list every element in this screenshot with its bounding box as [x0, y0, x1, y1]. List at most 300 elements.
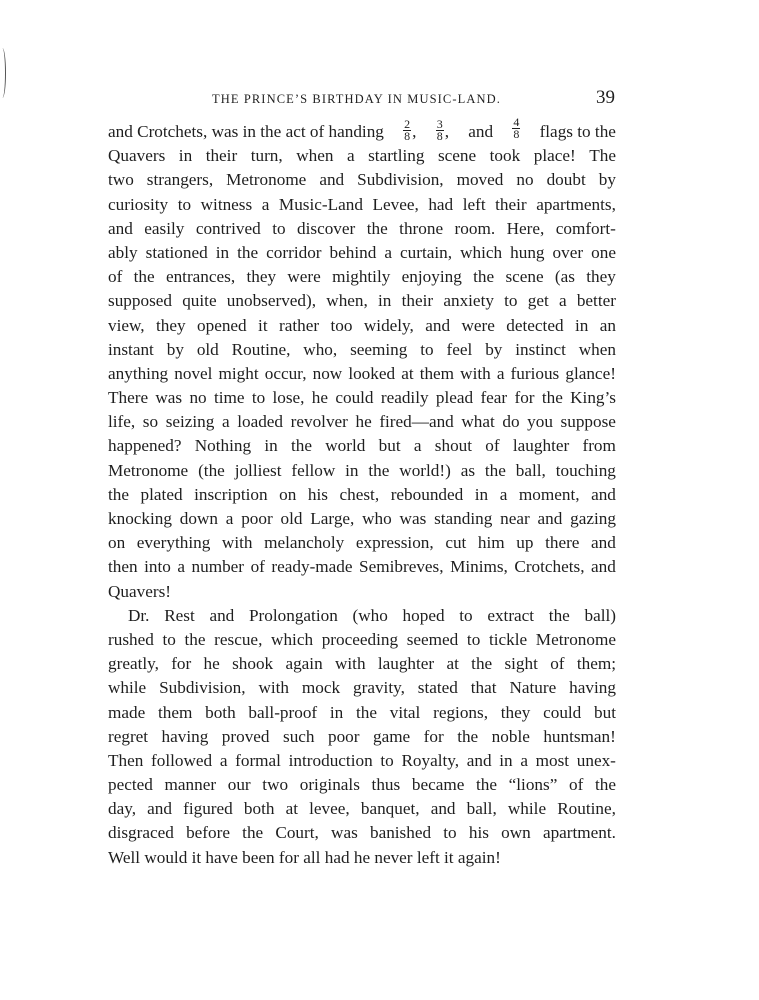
word: for	[171, 654, 192, 674]
word: having	[569, 678, 616, 698]
word: Nothing	[194, 436, 252, 456]
word: having	[161, 726, 209, 746]
word: standing	[434, 509, 493, 528]
word: banquet,	[360, 799, 420, 819]
word: mightily	[332, 267, 391, 287]
word: could	[543, 702, 582, 722]
word: and	[591, 533, 616, 553]
word: Semibreves,	[359, 557, 444, 577]
word: them	[157, 702, 193, 722]
word: knocking	[108, 509, 172, 528]
word: sight	[504, 654, 538, 674]
word: but	[594, 702, 616, 722]
word: the	[484, 460, 506, 480]
word: touching	[555, 460, 616, 480]
word: with	[334, 654, 366, 674]
word: huntsman!	[543, 726, 616, 746]
word: down	[179, 509, 218, 528]
word: Metronome	[535, 629, 616, 649]
line-text: Well would it have been for all had he never left it again!	[108, 847, 501, 867]
text-line	[108, 314, 616, 338]
word: doubt	[546, 170, 586, 190]
word: they	[586, 267, 616, 287]
word: and	[591, 484, 616, 504]
text-line	[108, 459, 616, 483]
word: of	[485, 436, 500, 456]
word: when	[578, 339, 616, 359]
word: novel	[174, 363, 213, 383]
text-line	[108, 241, 616, 265]
word: quite	[182, 291, 217, 311]
word: Subdivision,	[357, 170, 444, 190]
word: a	[496, 363, 505, 383]
word: detected	[506, 315, 564, 335]
word: too	[330, 315, 353, 335]
word: readily	[380, 388, 429, 408]
word: for	[423, 726, 444, 746]
word: might	[218, 363, 259, 383]
word: inscription	[194, 484, 268, 504]
word: Routine,	[557, 799, 616, 819]
text-line	[108, 483, 616, 507]
word: (who	[352, 605, 388, 625]
word: Then	[108, 750, 144, 770]
word: had	[428, 194, 454, 214]
word: a	[384, 242, 392, 262]
word: Court,	[275, 823, 319, 843]
word: Nature	[509, 678, 557, 698]
word: formal	[235, 750, 281, 770]
text-line-last	[108, 846, 616, 870]
word: instinct	[515, 339, 566, 359]
word: by	[166, 339, 184, 359]
text-line	[108, 265, 616, 289]
word: contrived	[195, 218, 261, 238]
word: Dr.	[128, 605, 150, 625]
word: opened	[197, 315, 247, 335]
word: and	[466, 750, 492, 770]
word: the	[242, 823, 264, 843]
fraction-numerator: 2	[404, 117, 411, 132]
body-text	[108, 115, 616, 870]
word: Crotchets,	[514, 557, 585, 577]
word: strangers,	[146, 170, 214, 190]
word: as	[460, 460, 476, 480]
word: was	[331, 823, 358, 843]
fraction-numerator: 4	[513, 115, 520, 129]
word: world	[325, 436, 366, 456]
word: curiosity	[108, 194, 169, 214]
word: jolliest	[234, 460, 282, 480]
word: the	[548, 605, 570, 625]
word: to	[420, 339, 434, 359]
word: place!	[533, 146, 576, 166]
word: pected	[108, 775, 153, 795]
word: ably	[108, 242, 138, 262]
word: plead	[435, 388, 474, 408]
word: one	[591, 242, 616, 262]
word: throne	[399, 218, 444, 238]
word: the	[594, 775, 616, 795]
word: stated	[417, 678, 458, 698]
word: our	[227, 775, 251, 795]
word: King’s	[570, 388, 616, 408]
line-segment: and Crotchets, was in the act of handing	[108, 122, 384, 141]
word: chest,	[339, 484, 380, 504]
word: that	[470, 678, 497, 698]
word: shout	[434, 436, 473, 456]
word: Metronome	[226, 170, 307, 190]
word: Levee,	[372, 194, 419, 214]
word: view,	[108, 315, 145, 335]
word: Royalty,	[401, 750, 460, 770]
word: were	[287, 267, 321, 287]
word: made	[108, 702, 146, 722]
word: and	[209, 605, 235, 625]
word: no	[516, 170, 534, 190]
paragraph-1	[108, 115, 616, 604]
running-title: THE PRINCE’S BIRTHDAY IN MUSIC-LAND.	[212, 92, 501, 106]
word: rather	[279, 315, 320, 335]
word: a	[413, 436, 422, 456]
word: in	[474, 484, 489, 504]
word: ready-made	[271, 557, 353, 577]
word: fired—and	[379, 412, 454, 432]
word: while	[108, 678, 147, 698]
word: the	[471, 654, 493, 674]
word: in	[329, 702, 344, 722]
word: became	[411, 775, 465, 795]
word: laughter	[377, 654, 435, 674]
text-line	[108, 604, 616, 628]
word: and	[425, 315, 451, 335]
word: with	[221, 533, 253, 553]
word: get	[527, 291, 549, 311]
text-line	[108, 628, 616, 652]
word: tickle	[488, 629, 528, 649]
word: took	[489, 146, 521, 166]
word: to	[443, 823, 457, 843]
word: fellow	[291, 460, 336, 480]
word: in	[215, 242, 230, 262]
word: hoped	[402, 605, 445, 625]
word: a	[225, 509, 234, 528]
word: noble	[491, 726, 530, 746]
word: plated	[140, 484, 183, 504]
word: left	[462, 194, 486, 214]
word: while	[507, 799, 547, 819]
word: a	[177, 557, 186, 577]
word: of	[550, 654, 565, 674]
word: “lions”	[508, 775, 558, 795]
word: what	[461, 412, 495, 432]
word: laughter	[512, 436, 570, 456]
text-line	[108, 362, 616, 386]
word: of	[569, 775, 584, 795]
word: when,	[326, 291, 368, 311]
word: enjoying	[401, 267, 462, 287]
word: better	[576, 291, 616, 311]
word: the	[108, 484, 129, 504]
word: over	[552, 242, 584, 262]
word: the	[291, 436, 312, 456]
word: he	[203, 654, 220, 674]
word: introduction	[288, 750, 373, 770]
word: easily	[144, 218, 185, 238]
word: such	[283, 726, 315, 746]
word: of	[250, 557, 265, 577]
text-line	[108, 652, 616, 676]
text-line	[108, 531, 616, 555]
word: were	[461, 315, 495, 335]
word: before	[186, 823, 230, 843]
fraction-denominator: 8	[436, 129, 443, 144]
word: Rest	[164, 605, 195, 625]
word: Routine,	[231, 339, 291, 359]
word: in	[264, 436, 278, 456]
fraction-denominator: 8	[404, 129, 411, 144]
word: the	[366, 218, 388, 238]
word: from	[582, 436, 616, 456]
word: ball,	[466, 799, 497, 819]
word: moved	[456, 170, 504, 190]
word: you	[527, 412, 553, 432]
word: poor	[327, 726, 360, 746]
word: Metronome	[108, 460, 189, 480]
word: a	[219, 750, 228, 770]
word: their	[401, 291, 434, 311]
word: was	[399, 509, 427, 528]
word: up	[516, 533, 534, 553]
word: the	[356, 702, 378, 722]
text-line	[108, 289, 616, 313]
word: to	[272, 218, 286, 238]
fraction-four-eighths	[512, 117, 520, 144]
word: suppose	[560, 412, 616, 432]
word: looked	[348, 363, 396, 383]
word: their	[495, 194, 527, 214]
word: levee,	[309, 799, 350, 819]
word: at	[401, 363, 414, 383]
word: moment,	[518, 484, 580, 504]
word: at	[446, 654, 459, 674]
word: proved	[221, 726, 270, 746]
word: anything	[108, 363, 169, 383]
word: Here,	[506, 218, 545, 238]
fraction-denominator: 8	[513, 127, 520, 141]
word: manner	[164, 775, 217, 795]
word: the	[237, 242, 259, 262]
comma: ,	[412, 122, 417, 141]
word: game	[372, 726, 411, 746]
word: it	[258, 315, 268, 335]
word: world!)	[399, 460, 451, 480]
word: to	[162, 629, 176, 649]
word: with	[258, 678, 289, 698]
word: disgraced	[108, 823, 174, 843]
word: extract	[487, 605, 535, 625]
word: to	[504, 291, 518, 311]
text-line	[108, 193, 616, 217]
word: they	[246, 267, 277, 287]
word: apartments,	[536, 194, 616, 214]
word: There	[108, 388, 149, 408]
word: (as	[554, 267, 575, 287]
word: figured	[183, 799, 233, 819]
text-line	[108, 217, 616, 241]
word: into	[144, 557, 171, 577]
word: of	[108, 267, 123, 287]
word: and	[147, 799, 172, 819]
word: which	[271, 629, 314, 649]
word: his	[307, 484, 328, 504]
word: furious	[510, 363, 560, 383]
word: an	[599, 315, 616, 335]
word: could	[335, 388, 374, 408]
text-line	[108, 338, 616, 362]
word: two	[262, 775, 289, 795]
word: startling	[368, 146, 425, 166]
text-line	[108, 701, 616, 725]
word: to	[459, 605, 473, 625]
text-line	[108, 434, 616, 458]
text-line	[108, 115, 616, 144]
word: two	[108, 170, 134, 190]
line-segment: and	[468, 122, 494, 141]
word: who	[362, 509, 392, 528]
word: regret	[108, 726, 149, 746]
word: they	[156, 315, 186, 335]
word: followed	[151, 750, 213, 770]
word: with	[460, 363, 491, 383]
word: the	[133, 267, 155, 287]
word: on	[108, 533, 126, 553]
word: feel	[446, 339, 473, 359]
line-segment: flags to the	[539, 122, 616, 141]
text-line	[108, 555, 616, 579]
fraction-group	[436, 117, 449, 144]
paragraph-2	[108, 604, 616, 870]
word: him	[477, 533, 505, 553]
word: happened?	[108, 436, 182, 456]
word: their	[205, 146, 238, 166]
word: old	[280, 509, 303, 528]
word: stationed	[145, 242, 208, 262]
word: the	[541, 388, 563, 408]
fraction-group	[403, 117, 417, 144]
word: to	[466, 629, 481, 649]
word: he	[355, 412, 372, 432]
text-line-last	[108, 580, 616, 604]
text-line	[108, 410, 616, 434]
word: both	[243, 799, 275, 819]
word: number	[191, 557, 245, 577]
word: to	[251, 388, 266, 408]
word: rebounded	[390, 484, 464, 504]
word: entrances,	[165, 267, 236, 287]
word: and	[591, 557, 616, 577]
word: by	[598, 170, 616, 190]
word: regions,	[433, 702, 488, 722]
word: seeming	[350, 339, 408, 359]
word: Subdivision,	[159, 678, 246, 698]
word: the	[457, 726, 479, 746]
text-line	[108, 725, 616, 749]
word: discover	[297, 218, 356, 238]
fraction-numerator: 3	[436, 117, 443, 132]
word: scene	[437, 146, 477, 166]
word: no	[189, 388, 207, 408]
word: a	[221, 412, 230, 432]
word: old	[196, 339, 219, 359]
word: comfort-	[555, 218, 616, 238]
word: vital	[389, 702, 421, 722]
word: rescue,	[214, 629, 263, 649]
word: both	[205, 702, 236, 722]
word: in	[378, 291, 392, 311]
word: mock	[301, 678, 341, 698]
word: in	[574, 315, 589, 335]
word: then	[108, 557, 138, 577]
word: and	[537, 509, 563, 528]
word: a	[520, 750, 528, 770]
word: Prolongation	[248, 605, 338, 625]
word: a	[558, 291, 567, 311]
word: The	[589, 146, 616, 166]
text-line	[108, 507, 616, 531]
word: revolver	[290, 412, 348, 432]
word: the	[476, 775, 497, 795]
word: and	[430, 799, 456, 819]
word: time	[213, 388, 245, 408]
word: occur,	[264, 363, 307, 383]
word: day,	[108, 799, 136, 819]
word: there	[545, 533, 580, 553]
word: was	[155, 388, 183, 408]
word: them	[419, 363, 455, 383]
word: ball-proof	[248, 702, 318, 722]
word: the	[184, 629, 206, 649]
fraction-two-eighths	[403, 119, 411, 142]
word: unobserved),	[226, 291, 317, 311]
word: again	[285, 654, 323, 674]
word: on	[279, 484, 297, 504]
word: ball,	[515, 460, 546, 480]
word: Minims,	[450, 557, 508, 577]
word: own	[501, 823, 531, 843]
word: who,	[303, 339, 338, 359]
word: life,	[108, 412, 136, 432]
word: fear	[480, 388, 508, 408]
word: scene	[505, 267, 544, 287]
word: now	[312, 363, 343, 383]
word: gazing	[570, 509, 616, 528]
word: to	[177, 194, 192, 214]
word: cut	[445, 533, 467, 553]
word: seemed	[406, 629, 459, 649]
word: and	[108, 218, 133, 238]
word: a	[261, 194, 270, 214]
word: behind	[329, 242, 377, 262]
fraction-three-eighths	[436, 119, 444, 142]
word: they	[500, 702, 531, 722]
text-line	[108, 676, 616, 700]
word: for	[514, 388, 535, 408]
word: the	[473, 267, 495, 287]
word: seizing	[165, 412, 215, 432]
line-text: Quavers!	[108, 581, 171, 601]
word: supposed	[108, 291, 172, 311]
